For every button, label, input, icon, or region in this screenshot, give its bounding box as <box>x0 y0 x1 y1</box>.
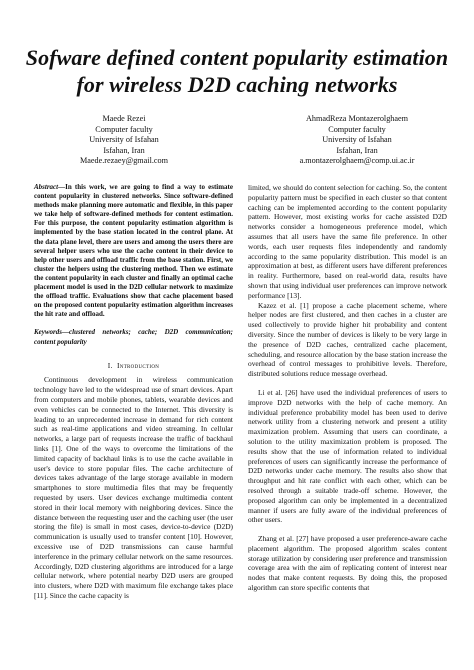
body-paragraph: limited, we should do content selection for caching. So, the content popularity pattern must be specified in each cluster so that content caching can be implemented according to the content popularity pattern. However, most existing works for cache assisted D2D networks consider a homogeneous preference model, which assumes that all users have the same file preference. In other words, each user requests files independently and randomly according to the same popularity distribution. This model is an approximation at best, as different users have different preferences in reality. Furthermore, based on real-world data, results have shown that using individual user preferences can improve network performance [13]. <box>248 183 447 300</box>
author-university: University of Isfahan <box>322 135 392 144</box>
body-paragraph: Li et al. [26] have used the individual preferences of users to improve D2D networks with the help of cache memory. An individual preference probability model has been used to derive network utility from a clustering network and present a utility maximization problem. Assuming that users can coordinate, a solution to the utility maximization problem is proposed. The results show that the use of information related to individual preferences of users can significantly increase the performance of D2D networks under cache memory. The results also show that throughput and hit rate conflict with each other, which can be resolved through a suitable trade-off scheme. However, the proposed algorithm can only be implemented in a decentralized manner if users are fully aware of the individual preferences of other users. <box>248 387 447 525</box>
body-paragraph: Continuous development in wireless communication technology have led to the widespread use of smart devices. Apart from computers and mobile phones, tablets, wearable devices and even vehicles can be connected to the Internet. This diversity is leading to an unprecedented increase in demand for rich content such as real-time applications and video streaming. In cellular networks, a large part of requests increase the traffic of backhaul links [1]. One of the ways to overcome the limitations of the limited capacity of backhaul links is to use the cache available in user's device to store popular files. The cache architecture of devices takes advantage of the large storage available in modern smartphones to store multimedia files that may be frequently requested by users. User devices exchange multimedia content stored in their local memory with neighboring devices. Since the distance between the requesting user and the caching user (the user storing the file) is small in most cases, device-to-device (D2D) communication is usually used to transfer content [10]. However, excessive use of D2D transmissions can cause harmful interference in the primary cellular network on the same resources. Accordingly, D2D clustering algorithms are introduced for a large cellular network, where potential nearby D2D users are grouped into clusters, where D2D with maximum file exchange takes place [11]. Since the cache capacity is <box>34 375 233 600</box>
right-column <box>248 183 447 593</box>
author-name: Maede Rezei <box>102 114 146 123</box>
abstract-text: —In this work, we are going to find a way to estimate content popularity in clustered networks. Since software-defined methods make planning more automatic and flexible, in this paper we take help of software-defined methods for content estimation. For this purpose, the content popularity estimation algorithm is implemented by the base station located in the control plane. At the data plane level, there are users and among the users there are several helper users who use the cache content in their device to help other users and offload traffic from the base station. First, we cluster the helpers using the clustering method. Then we estimate the content popularity in each cluster and finally an optimal cache placement model is used in the D2D cellular network to maximize the offload traffic. Evaluations show that cache placement based on the proposed content popularity estimation algorithm increases the hit rate and offload. <box>34 183 233 319</box>
section-number: I. <box>107 360 113 370</box>
author-email: a.montazerolghaem@comp.ui.ac.ir <box>299 156 415 165</box>
author-faculty: Computer faculty <box>328 124 386 134</box>
author-faculty: Computer faculty <box>95 124 153 134</box>
author-block-2 <box>272 114 442 167</box>
abstract-label: Abstract <box>34 183 59 191</box>
author-university: University of Isfahan <box>89 135 159 144</box>
author-email: Maede.rezaey@gmail.com <box>79 156 168 165</box>
author-location: Isfahan, Iran <box>103 145 145 155</box>
author-block-1 <box>44 114 204 167</box>
abstract <box>34 183 233 319</box>
paper-title: Sofware defined content popularity estimation for wireless D2D caching networks <box>25 45 449 97</box>
author-location: Isfahan, Iran <box>336 145 378 155</box>
body-paragraph: Zhang et al. [27] have proposed a user preference-aware cache placement algorithm. The proposed algorithm scales content storage utilization by considering user preference and transmission coverage area with the aim of replicating content of interest near nodes that make content requests. By doing this, the proposed algorithm can store specific contents that <box>248 534 447 593</box>
body-paragraph: Kazez et al. [1] propose a cache placement scheme, where helper nodes are first clustered, and then caches in a cluster are used collectively to provide higher hit probability and content diversity. Since the number of devices is likely to be very large in the presence of D2D caches, centralized cache placement, scheduling, and resource allocation by the base station increase the overhead of control messages to prohibitive levels. Therefore, distributed solutions reduce message overhead. <box>248 300 447 379</box>
left-column <box>34 183 233 601</box>
keywords <box>34 328 233 346</box>
section-title: Introduction <box>117 360 160 370</box>
keywords-label: Keywords <box>34 328 62 337</box>
section-heading <box>34 361 233 371</box>
author-name: AhmadReza Montazerolghaem <box>305 114 409 123</box>
keywords-text: —clustered networks; cache; D2D communication; content popularity <box>34 328 233 346</box>
